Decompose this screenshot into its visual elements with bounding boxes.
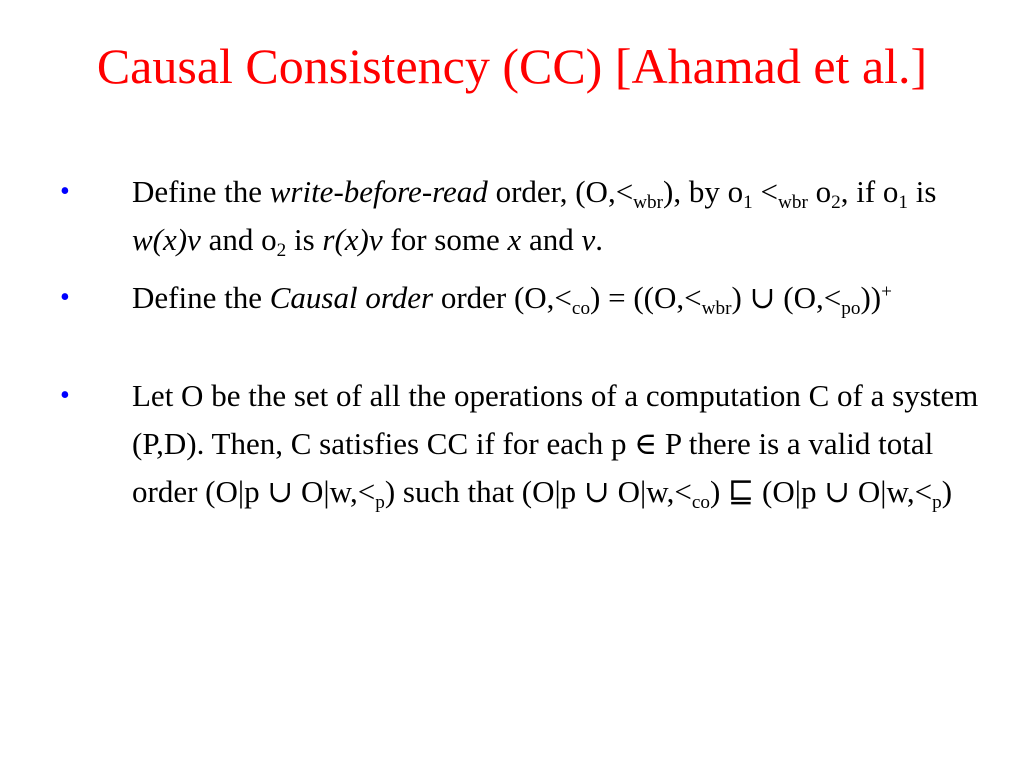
slide-title: Causal Consistency (CC) [Ahamad et al.] xyxy=(96,38,928,94)
text-run: ) = ((O,< xyxy=(590,280,702,315)
text-run: o xyxy=(807,174,832,209)
text-run: ), by o xyxy=(663,174,744,209)
text-run-sub: p xyxy=(375,492,385,514)
text-run: . xyxy=(595,222,604,257)
text-run: Define the xyxy=(132,280,270,315)
text-run-sub: co xyxy=(571,298,591,320)
text-run-i: v xyxy=(581,222,596,257)
text-run-i: Causal order xyxy=(269,280,434,315)
text-run-sub: p xyxy=(932,492,942,514)
text-run: for some xyxy=(382,222,508,257)
text-run-sub: wbr xyxy=(701,298,732,320)
text-run-sup: + xyxy=(881,281,892,303)
text-run-sub: 1 xyxy=(898,192,908,214)
text-run: ) ∪ (O,< xyxy=(731,280,842,315)
bullet-causal-order xyxy=(60,274,980,322)
bullet-text xyxy=(132,378,979,514)
text-run: ) ⊑ (O|p ∪ O|w,< xyxy=(709,474,933,509)
text-run: Let O be the set of all the operations of a computation C of a system (P,D). Then, C satisfies CC if for each p ∈ P there is a valid total order (O|p ∪ O|w,< xyxy=(132,378,979,509)
bullet-icon: • xyxy=(60,176,70,207)
text-run: and xyxy=(521,222,582,257)
text-run-sub: po xyxy=(841,298,861,320)
bullet-icon: • xyxy=(60,380,70,411)
text-run-sub: 2 xyxy=(276,240,287,262)
text-run: order, (O,< xyxy=(487,174,634,209)
text-run: is xyxy=(286,222,323,257)
text-run-sub: wbr xyxy=(633,192,664,214)
text-run: < xyxy=(752,174,778,209)
text-run: Define the xyxy=(132,174,270,209)
text-run-i: x xyxy=(507,222,522,257)
text-run-sub: 2 xyxy=(831,192,841,214)
text-run-sub: 1 xyxy=(743,192,753,214)
text-run-sub: co xyxy=(691,492,710,514)
text-run: )) xyxy=(860,280,882,315)
text-run: order (O,< xyxy=(433,280,572,315)
text-run: and o xyxy=(200,222,277,257)
text-run: , if o xyxy=(840,174,899,209)
text-run-sub: wbr xyxy=(777,192,808,214)
text-run-i: write-before-read xyxy=(269,174,488,209)
text-run-i: r(x)v xyxy=(322,222,383,257)
text-run: ) such that (O|p ∪ O|w,< xyxy=(384,474,692,509)
text-run-i: w(x)v xyxy=(132,222,201,257)
bullet-write-before-read xyxy=(60,168,980,264)
bullet-text xyxy=(132,174,937,262)
bullet-cc-definition xyxy=(60,372,980,516)
bullet-icon: • xyxy=(60,282,70,313)
text-run: ) xyxy=(941,474,953,509)
bullet-text xyxy=(132,280,892,320)
text-run: is xyxy=(908,174,937,209)
bullet-list xyxy=(60,168,980,516)
